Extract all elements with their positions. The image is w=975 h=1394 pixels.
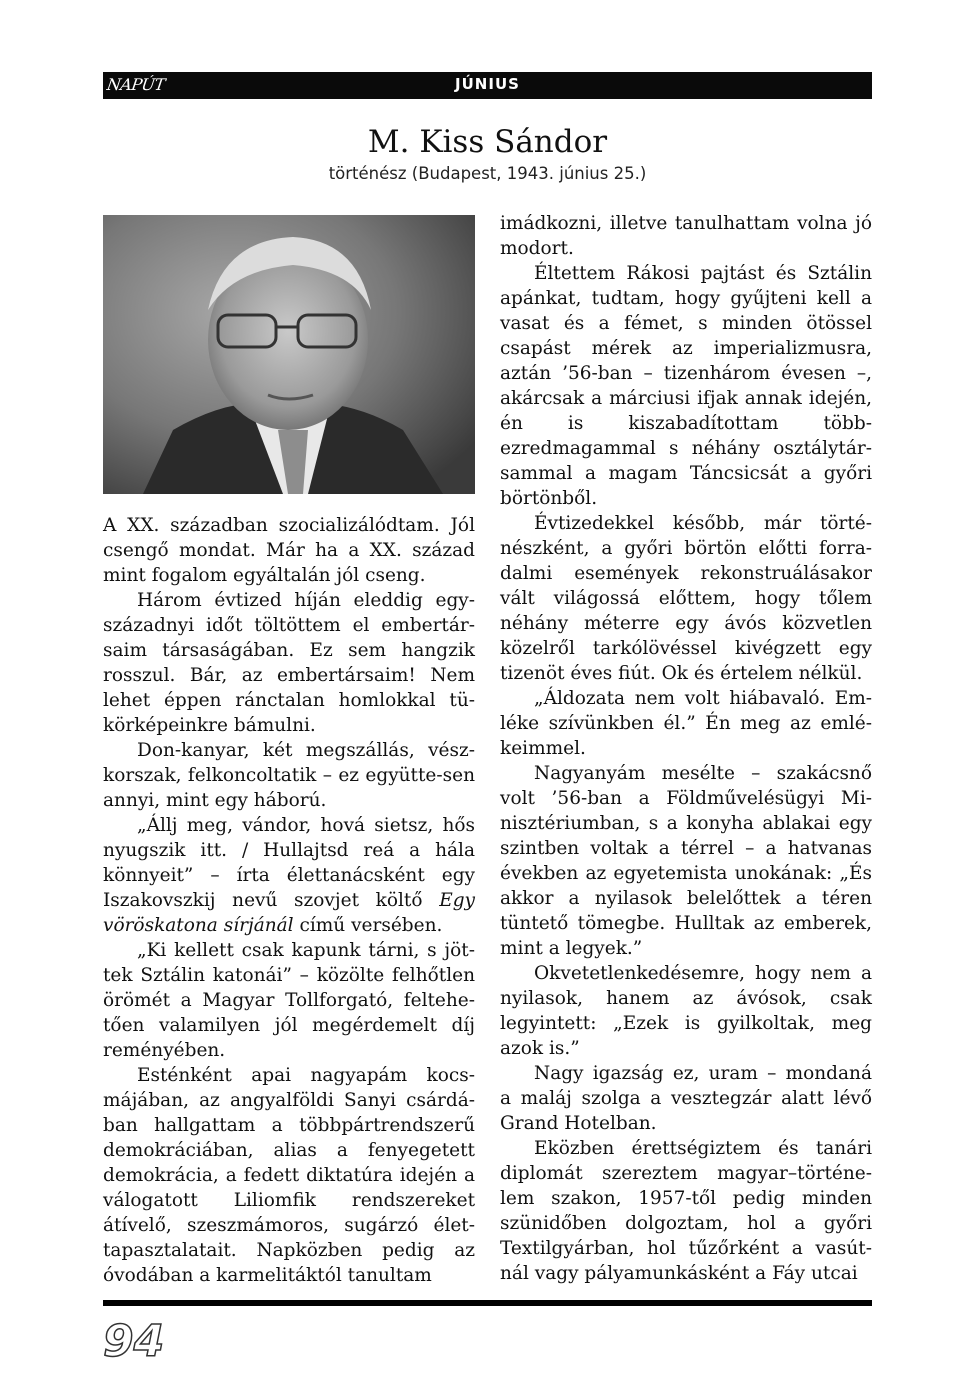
poem-suffix: című versében. xyxy=(293,915,443,936)
paragraph: Esténként apai nagyapám kocs-májában, az angyalföldi Sanyi csárdá-ban hallgattam a többpártrendszerű demokráciában, alias a fenyegetett demokrácia, a fedett diktatúra idején a válogatott Liliomfik rendszereket átívelő, szeszmámoros, sugárzó élet-tapasztalatait. Napközben pedig az óvodában a karmelitáktól tanultam xyxy=(103,1065,475,1286)
page-number xyxy=(103,1318,173,1362)
paragraph xyxy=(103,813,475,938)
article-title: M. Kiss Sándor xyxy=(367,124,608,160)
paragraph: Eközben érettségiztem és tanári diplomát szereztem magyar–történe-lem szakon, 1957-től pedig minden szünidőben dolgoztam, hol a győri Textilgyárban, hol tűzőrként a vasút-nál vagy pályamunkásként a Fáy utcai xyxy=(500,1138,872,1284)
left-text-column xyxy=(103,513,475,1288)
paragraph: Éltettem Rákosi pajtást és Sztálin apánkat, tudtam, hogy gyűjteni kell a vasat és a fémet, s minden ötössel csapást mérek az imperializmusra, aztán ’56-ban – tizenhárom évesen –, akárcsak a márciusi ifjak annak idején, én is kiszabadítottam több-ezredmagammal s néhány osztálytár-sammal a magam Táncsicsát a győri börtönből. xyxy=(500,263,872,509)
paragraph: A XX. században szocializálódtam. Jól csengő mondat. Már ha a XX. század mint fogalom egyáltalán jól cseng. xyxy=(103,515,475,586)
paragraph: Don-kanyar, két megszállás, vész-korszak, felkoncoltatik – ez együtte-sen annyi, mint egy háború. xyxy=(103,740,475,811)
svg-text:94: 94 xyxy=(103,1318,165,1362)
footer-rule xyxy=(103,1300,872,1306)
paragraph: Okvetetlenkedésemre, hogy nem a nyilasok, hanem az ávósok, csak legyintett: „Ezek is gyilkoltak, meg azok is.” xyxy=(500,963,872,1059)
section-label: JÚNIUS xyxy=(455,75,520,93)
paragraph: Nagy igazság ez, uram – mondaná a maláj szolga a vesztegzár alatt lévő Grand Hotelban. xyxy=(500,1063,872,1134)
right-text-column xyxy=(500,211,872,1286)
paragraph: „Áldozata nem volt hiábavaló. Em-léke szívünkben él.” Én meg az emlé-keimmel. xyxy=(500,688,872,759)
article-subtitle: történész (Budapest, 1943. június 25.) xyxy=(328,164,647,183)
poem-title: Egy vöröskatona sírjánál xyxy=(103,890,475,936)
paragraph: imádkozni, illetve tanulhattam volna jó modort. xyxy=(500,213,872,259)
paragraph: „Ki kellett csak kapunk tárni, s jöt-tek Sztálin katonái” – közölte felhőtlen örömét a Magyar Tollforgató, feltehe-tően valamilyen jól megérdemelt díj reményében. xyxy=(103,940,475,1061)
author-portrait-photo xyxy=(103,215,475,494)
magazine-logo: NAPÚT xyxy=(105,75,167,94)
poem-quote-text: „Állj meg, vándor, hová sietsz, hős nyugszik itt. / Hullajtsd reá a hála könnyeit” – írta élettanácsként egy Iszakovszkij nevű szovjet költő xyxy=(103,815,475,911)
paragraph: Nagyanyám mesélte – szakácsnő volt ’56-ban a Földművelésügyi Mi-nisztériumban, s a konyha ablakai egy szintben voltak a térrel – a hatvanas években az egyetemista unokának: „És akkor a nyilasok belelőttek a téren tüntető tömegbe. Hulltak az emberek, mint a legyek.” xyxy=(500,763,872,959)
running-header xyxy=(103,72,872,99)
paragraph: Három évtized híján eleddig egy-századnyi időt töltöttem el embertár-saim társaságában. Ez sem hangzik rosszul. Bár, az embertársaim! Nem lehet éppen ránctalan homlokkal tü-körképeinkre bámulni. xyxy=(103,590,475,736)
paragraph: Évtizedekkel később, már törté-nészként, a győri börtön előtti forra-dalmi események rekonstruálásakor vált világossá előttem, hogy tőlem néhány méterre egy ávós közvetlen közelről tarkólövéssel kivégzett egy tizenöt éves fiút. Ok és értelem nélkül. xyxy=(500,513,872,684)
